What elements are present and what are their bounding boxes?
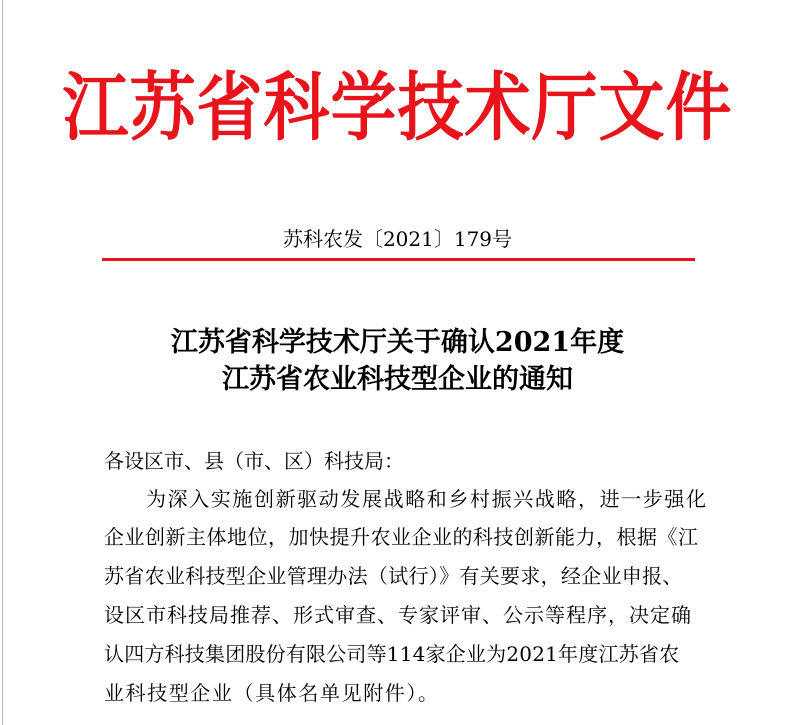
document-masthead: 江苏省科学技术厅文件: [62, 64, 733, 151]
body-line-1: 为深入实施创新驱动发展战略和乡村振兴战略，进一步强化: [146, 487, 708, 511]
notice-title-line-2: 江苏省农业科技型企业的通知: [222, 364, 573, 395]
notice-title-line-1: 江苏省科学技术厅关于确认2021年度: [170, 327, 625, 358]
body-line-4: 设区市科技局推荐、形式审查、专家评审、公示等程序，决定确: [104, 603, 692, 627]
red-divider-line: [102, 258, 695, 261]
body-line-5: 认四方科技集团股份有限公司等114家企业为2021年度江苏省农: [104, 642, 680, 666]
body-line-2: 企业创新主体地位，加快提升农业企业的科技创新能力，根据《江: [104, 525, 699, 549]
document-number: 苏科农发〔2021〕179号: [282, 227, 513, 251]
body-line-6: 业科技型企业（具体名单见附件）。: [104, 681, 440, 705]
salutation: 各设区市、县（市、区）科技局：: [104, 449, 404, 473]
body-line-3: 苏省农业科技型企业管理办法（试行）》有关要求，经企业申报、: [104, 564, 683, 588]
